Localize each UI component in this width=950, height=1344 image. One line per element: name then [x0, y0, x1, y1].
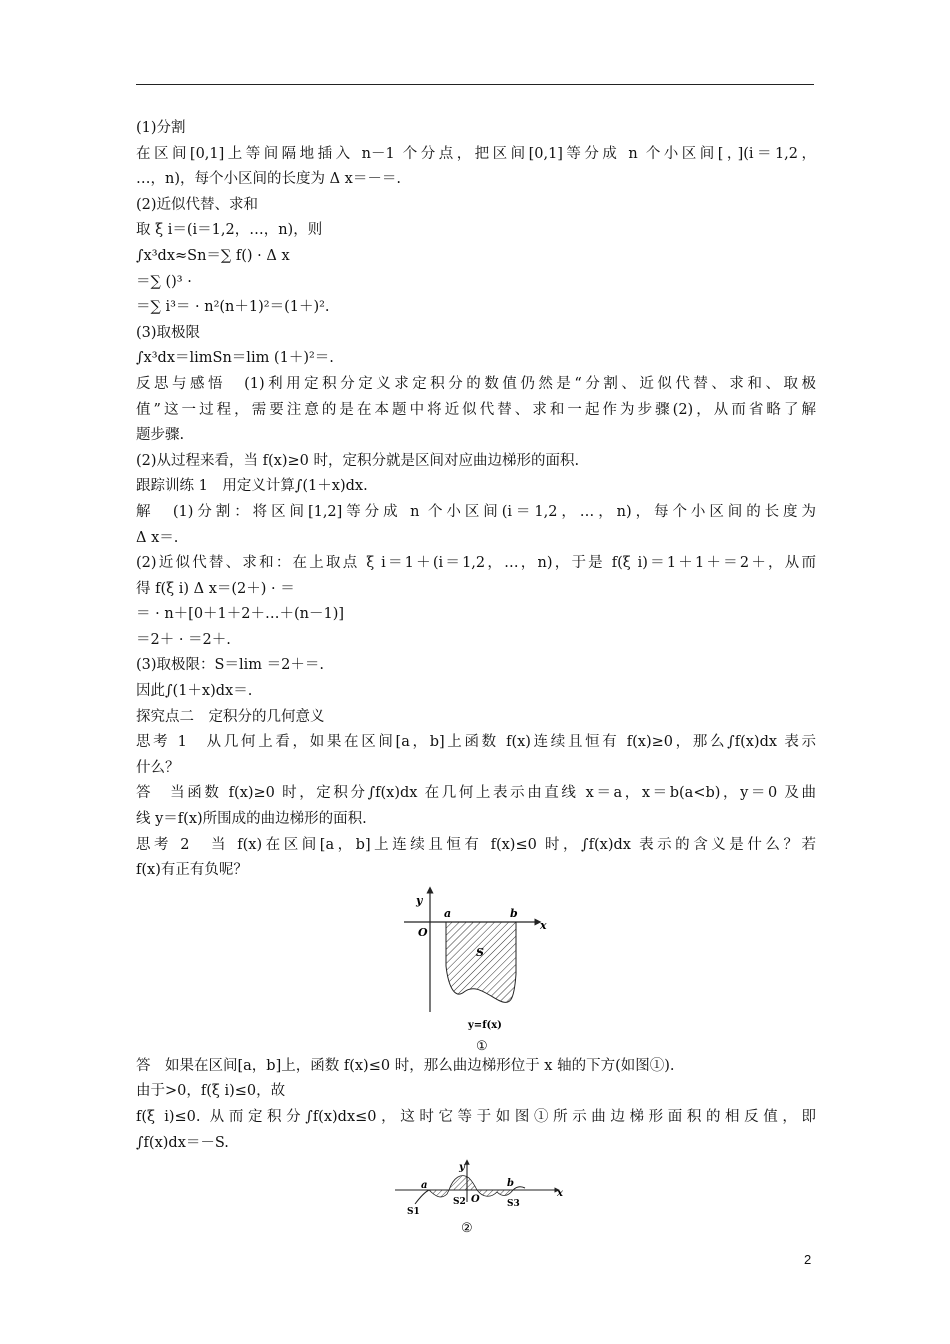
a-label: a — [421, 1180, 428, 1192]
text-line: (3)取极限 — [136, 324, 201, 341]
text-line: ∫x³dx＝limSn＝lim (1＋)²＝. — [136, 350, 334, 367]
text-line: ∫x³dx≈Sn＝∑ f() · Δ x — [136, 247, 290, 264]
region-s1 — [429, 1190, 449, 1197]
text-line: 因此∫(1＋x)dx＝. — [136, 683, 253, 700]
text-line: ＝2＋ · ＝2＋. — [136, 631, 231, 648]
text-line: 跟踪训练 1 用定义计算∫(1＋x)dx. — [136, 478, 368, 495]
text-line: 答 如果在区间[a，b]上，函数 f(x)≤0 时，那么曲边梯形位于 x 轴的下方(如图①). — [136, 1057, 675, 1074]
text-line: 由于>0，f(ξ i)≤0，故 — [136, 1083, 286, 1100]
page-body — [136, 116, 816, 1240]
text-line: 得 f(ξ i) Δ x＝(2＋) · ＝ — [136, 580, 295, 597]
text-line: ＝∑ ()³ · — [136, 273, 192, 290]
curve-label: y=f(x) — [468, 1019, 502, 1031]
a-label: a — [444, 906, 452, 920]
section-heading: 探究点二 定积分的几何意义 — [136, 708, 325, 725]
y-label: y — [459, 1162, 465, 1174]
text-line: ＝∑ i³＝ · n²(n＋1)²＝(1＋)². — [136, 299, 330, 316]
text-line: f(x)有正有负呢？ — [136, 862, 248, 879]
text-line: 思考 2 当 f(x)在区间[a，b]上连续且恒有 f(x)≤0 时，∫f(x)dx 表示的含义是什么？若 — [136, 836, 816, 853]
text-line: (1)分割 — [136, 120, 186, 136]
region-label: S — [476, 945, 484, 959]
page-number: 2 — [804, 1252, 812, 1267]
s3-label: S3 — [507, 1199, 520, 1210]
y-label: y — [416, 893, 423, 907]
s2-label: S2 — [453, 1197, 466, 1208]
text-line: 在区间[0,1]上等间隔地插入 n－1 个分点，把区间[0,1]等分成 n 个小区间[，](i＝1,2， — [136, 145, 816, 162]
b-label: b — [510, 906, 518, 920]
text-line: ＝ · n＋[0＋1＋2＋…＋(n－1)] — [136, 606, 345, 623]
text-line: (3)取极限：S＝lim ＝2＋＝. — [136, 657, 324, 674]
region-s2 — [449, 1176, 477, 1190]
curve-left-tail — [415, 1190, 429, 1204]
origin-label: O — [471, 1194, 480, 1206]
text-line: 取 ξ i＝(i＝1,2，…，n)，则 — [136, 222, 323, 239]
b-label: b — [507, 1178, 514, 1190]
figure-2-graphic — [391, 1156, 571, 1240]
text-line: 反思与感悟 (1)利用定积分定义求定积分的数值仍然是“分割、近似代替、求和、取极 — [136, 375, 816, 392]
shaded-region — [446, 922, 516, 1002]
text-line: 答 当函数 f(x)≥0 时，定积分∫f(x)dx 在几何上表示由直线 x＝a，x＝b(a<b)，y＝0 及曲 — [136, 785, 816, 802]
text-line: Δ x＝. — [136, 529, 179, 546]
text-line: 解 (1)分割：将区间[1,2]等分成 n 个小区间(i＝1,2，…，n)，每个小区间的长度为 — [136, 503, 816, 520]
origin-label: O — [418, 925, 428, 939]
x-label: x — [540, 918, 547, 932]
text-line: ∫f(x)dx＝－S. — [136, 1134, 229, 1151]
text-line: 线 y＝f(x)所围成的曲边梯形的面积. — [136, 811, 367, 828]
text-line: (2)近似代替、求和：在上取点 ξ i＝1＋(i＝1,2，…，n)，于是 f(ξ i)＝1＋1＋＝2＋，从而 — [136, 555, 816, 572]
text-line: f(ξ i)≤0. 从而定积分∫f(x)dx≤0，这时它等于如图①所示曲边梯形面积的相反值，即 — [136, 1109, 816, 1125]
figure-2 — [136, 1156, 816, 1240]
text-line: 思考 1 从几何上看，如果在区间[a，b]上函数 f(x)连续且恒有 f(x)≥0，那么∫f(x)dx 表示 — [136, 734, 816, 751]
text-line: (2)从过程来看，当 f(x)≥0 时，定积分就是区间对应曲边梯形的面积. — [136, 452, 580, 469]
text-line: 题步骤. — [136, 427, 185, 444]
figure-1 — [136, 884, 816, 1054]
s1-label: S1 — [407, 1207, 420, 1218]
region-s3 — [477, 1190, 513, 1196]
figure-1-graphic — [398, 884, 558, 1054]
header-rule — [136, 84, 814, 85]
text-line: 什么？ — [136, 759, 180, 776]
text-line: …，n)，每个小区间的长度为 Δ x＝－＝. — [136, 171, 401, 188]
figure-caption: ② — [461, 1221, 473, 1237]
x-label: x — [557, 1188, 563, 1200]
text-line: (2)近似代替、求和 — [136, 196, 259, 213]
figure-caption: ① — [476, 1038, 488, 1054]
text-line: 值”这一过程，需要注意的是在本题中将近似代替、求和一起作为步骤(2)，从而省略了解 — [136, 401, 816, 418]
